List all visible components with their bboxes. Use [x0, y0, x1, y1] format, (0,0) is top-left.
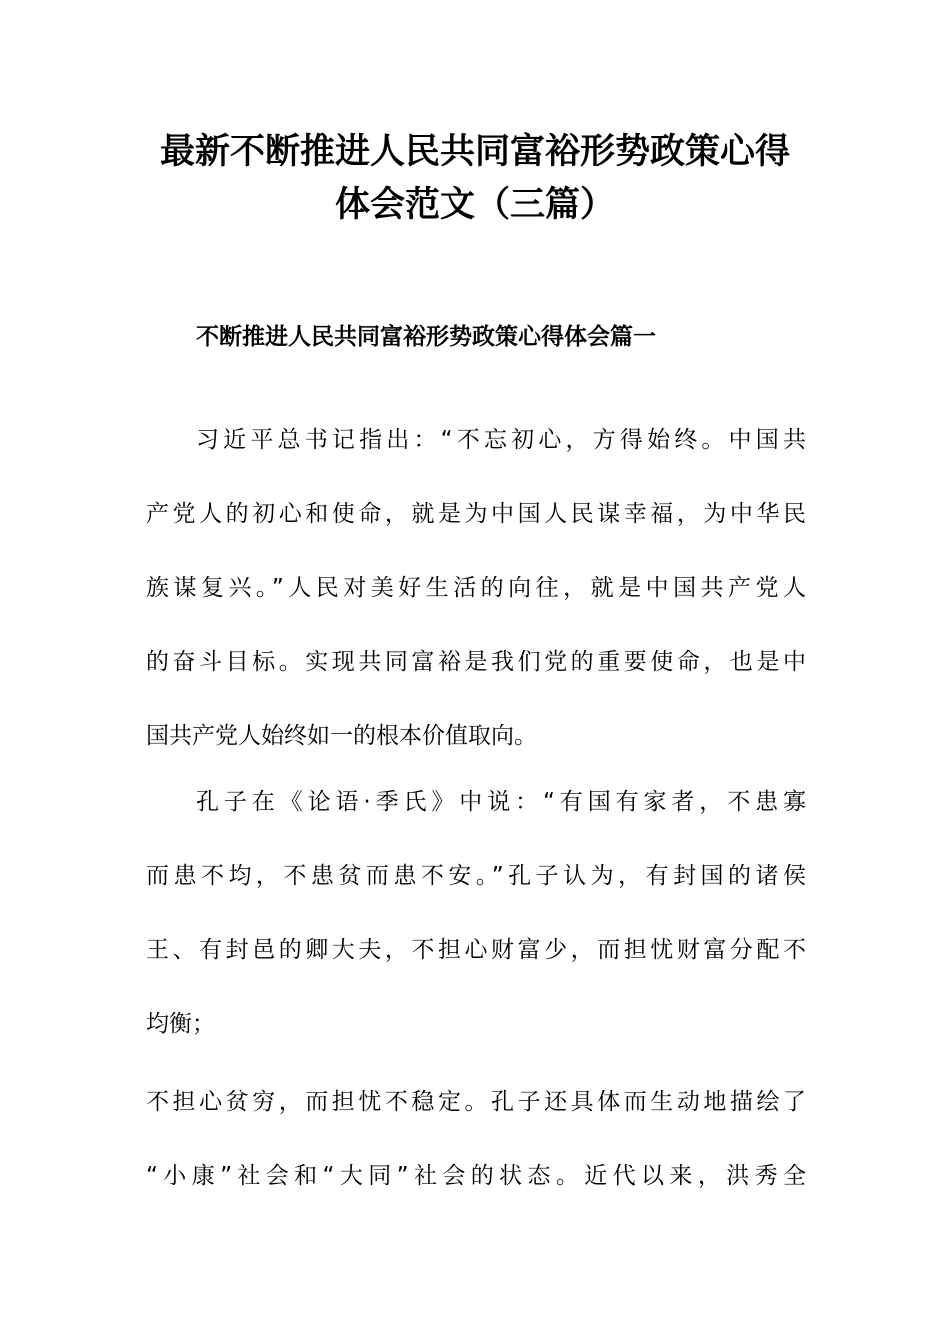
paragraph-2-line: 而患不均，不患贫而患不安。”孔子认为，有封国的诸侯: [146, 863, 806, 889]
section-heading: 不断推进人民共同富裕形势政策心得体会篇一: [196, 323, 656, 350]
paragraph-2-line: 孔子在《论语·季氏》中说：“有国有家者，不患寡: [196, 789, 806, 815]
paragraph-1-line: 习近平总书记指出：“不忘初心，方得始终。中国共: [196, 427, 806, 453]
paragraph-2-line: 王、有封邑的卿大夫，不担心财富少，而担忧财富分配不: [146, 937, 806, 963]
document-title-line-2: 体会范文（三篇）: [334, 184, 615, 225]
paragraph-1-line: 族谋复兴。”人民对美好生活的向往，就是中国共产党人: [146, 575, 806, 601]
paragraph-2-line: 均衡；: [146, 1011, 215, 1037]
paragraph-3-line: 不担心贫穷，而担忧不稳定。孔子还具体而生动地描绘了: [146, 1089, 806, 1115]
paragraph-1-line: 的奋斗目标。实现共同富裕是我们党的重要使命，也是中: [146, 649, 806, 675]
paragraph-3-line: “小康”社会和“大同”社会的状态。近代以来，洪秀全: [146, 1163, 806, 1189]
paragraph-1-line: 国共产党人始终如一的根本价值取向。: [146, 723, 537, 749]
paragraph-1-line: 产党人的初心和使命，就是为中国人民谋幸福，为中华民: [146, 501, 806, 527]
document-title-line-1: 最新不断推进人民共同富裕形势政策心得: [159, 131, 790, 172]
